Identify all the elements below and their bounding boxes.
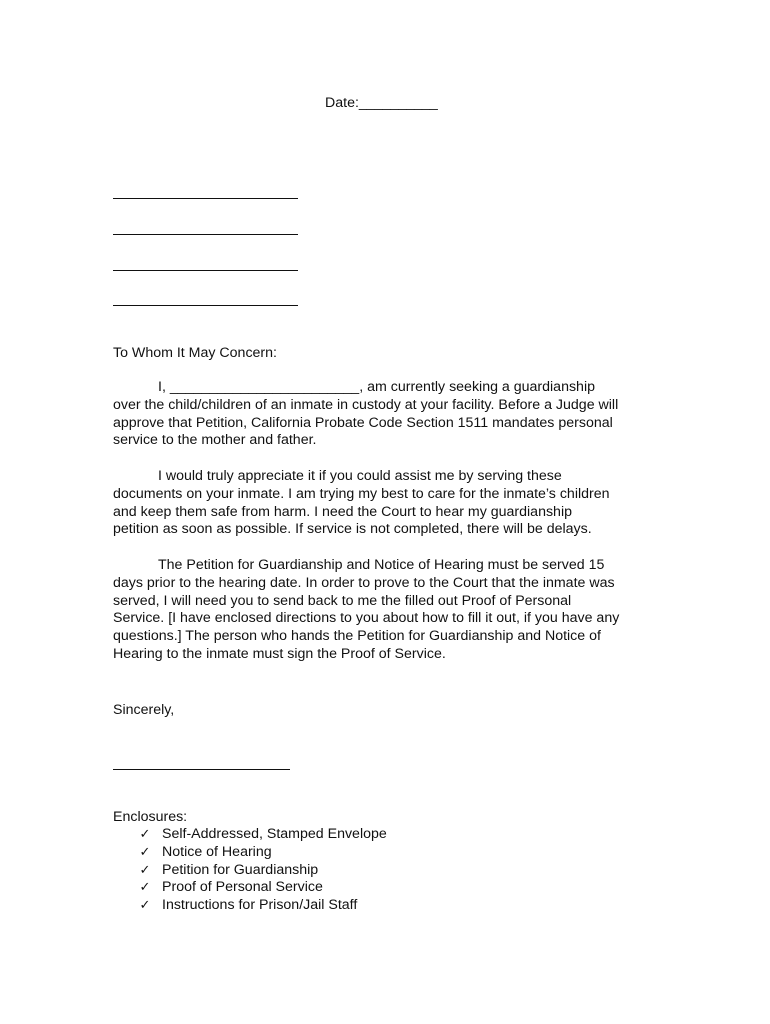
paragraph-request (113, 379, 673, 450)
enclosure-item-label: Instructions for Prison/Jail Staff (162, 897, 358, 914)
enclosure-item-label: Petition for Guardianship (162, 861, 319, 878)
check-icon: ✓ (139, 898, 151, 914)
address-blank-line-4 (113, 305, 298, 306)
enclosure-item (113, 879, 387, 897)
paragraph-line: over the child/children of an inmate in custody at your facility. Before a Judge will (113, 396, 619, 413)
paragraph-line: The Petition for Guardianship and Notice of Hearing must be served 15 (158, 557, 605, 573)
enclosures-section (113, 808, 387, 915)
paragraph-line: approve that Petition, California Probate Code Section 1511 mandates personal (113, 414, 613, 431)
check-icon: ✓ (139, 844, 151, 860)
address-blank-line-1 (113, 198, 298, 199)
enclosure-item (113, 826, 387, 844)
paragraph-line: petition as soon as possible. If service is not completed, there will be delays. (113, 521, 592, 538)
enclosures-heading: Enclosures: (113, 809, 188, 825)
date-field: Date:__________ (325, 95, 438, 111)
enclosure-item-label: Proof of Personal Service (162, 879, 323, 896)
check-icon: ✓ (139, 862, 151, 878)
paragraph-line: Hearing to the inmate must sign the Proof of Service. (113, 645, 446, 662)
paragraph-line: I would truly appreciate it if you could assist me by serving these (158, 468, 562, 484)
address-blank-line-3 (113, 270, 298, 271)
paragraph-line: I, ________________________, am currently seeking a guardianship (158, 379, 595, 395)
paragraph-appreciation (113, 468, 673, 539)
enclosure-item (113, 862, 387, 880)
enclosure-item-label: Notice of Hearing (162, 843, 272, 860)
paragraph-line: Service. [I have enclosed directions to you about how to fill it out, if you have any (113, 610, 620, 627)
enclosures-list (113, 826, 387, 915)
paragraph-line: days prior to the hearing date. In order to prove to the Court that the inmate was (113, 574, 615, 591)
signature-line (113, 769, 290, 770)
enclosure-item-label: Self-Addressed, Stamped Envelope (162, 826, 387, 842)
paragraph-line: service to the mother and father. (113, 432, 317, 449)
paragraph-service-instructions (113, 557, 673, 664)
paragraph-line: served, I will need you to send back to me the filled out Proof of Personal (113, 592, 572, 609)
check-icon: ✓ (139, 880, 151, 896)
paragraph-line: questions.] The person who hands the Petition for Guardianship and Notice of (113, 628, 601, 645)
enclosure-item (113, 897, 387, 915)
check-icon: ✓ (139, 827, 151, 842)
salutation: To Whom It May Concern: (113, 345, 277, 361)
closing: Sincerely, (113, 702, 175, 718)
address-blank-line-2 (113, 234, 298, 235)
paragraph-line: and keep them safe from harm. I need the Court to hear my guardianship (113, 503, 572, 520)
paragraph-line: documents on your inmate. I am trying my best to care for the inmate’s children (113, 485, 610, 502)
enclosure-item (113, 844, 387, 862)
